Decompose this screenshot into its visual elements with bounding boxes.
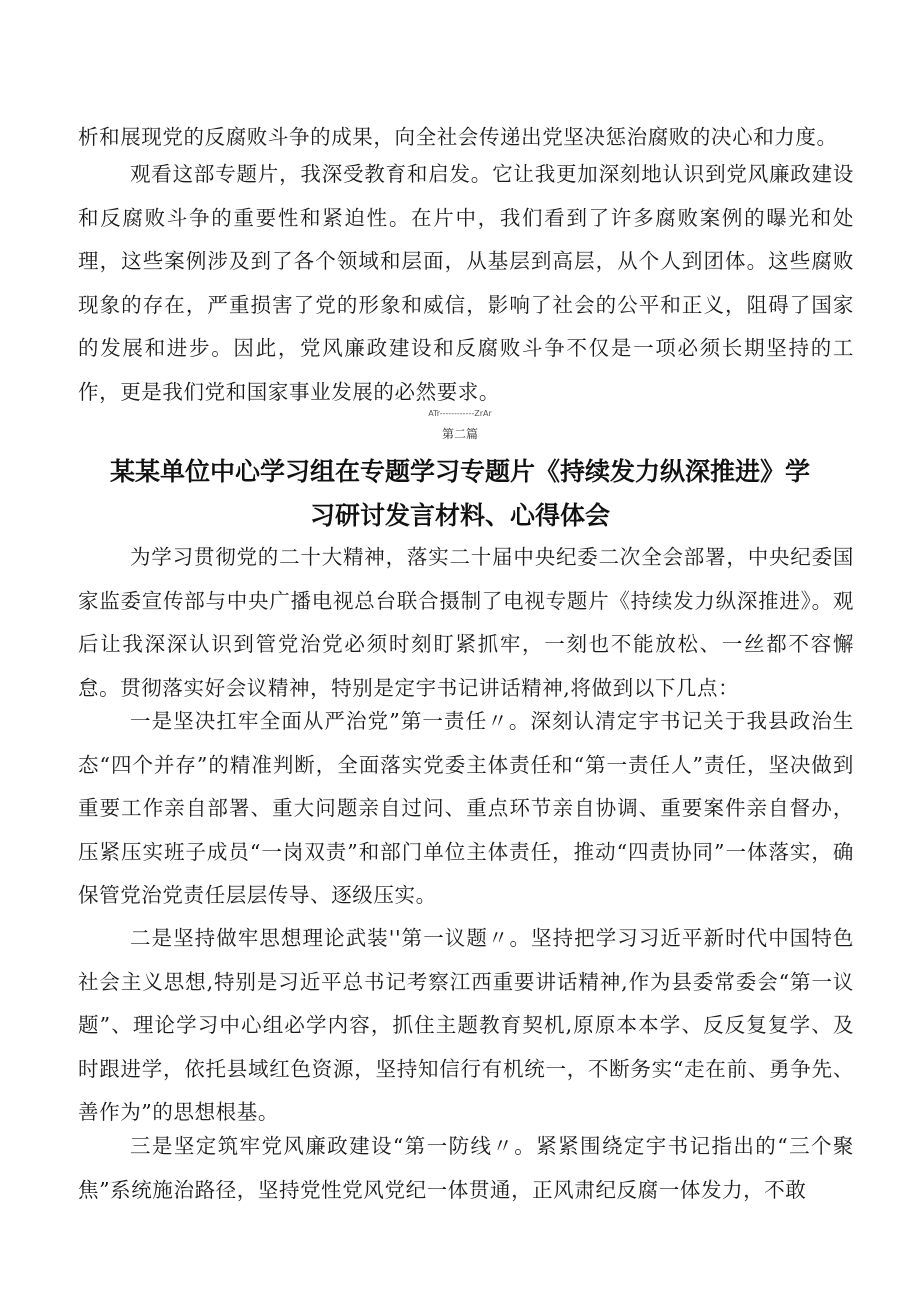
- intro-paragraph: 观看这部专题片，我深受教育和启发。它让我更加深刻地认识到党风廉政建设和反腐败斗争的重要性和紧迫性。在片中，我们看到了许多腐败案例的曝光和处理，这些案例涉及到了各个领域和层面，从基层到高层，从个人到团体。这些腐败现象的存在，严重损害了党的形象和威信，影响了社会的公平和正义，阻碍了国家的发展和进步。因此，党风廉政建设和反腐败斗争不仅是一项必须长期坚持的工作，更是我们党和国家事业发展的必然要求。: [78, 162, 854, 404]
- body-paragraph-2: 一是坚决扛牢全面从严治党”第一责任〃。深刻认清定宇书记关于我县政治生态“四个并存”的精准判断，全面落实党委主体责任和“第一责任人”责任，坚决做到重要工作亲自部署、重大问题亲自过问、重点环节亲自协调、重要案件亲自督办，压紧压实班子成员“一岗双责”和部门单位主体责任，推动“四责协同”一体落实，确保管党治党责任层层传导、逐级压实。: [78, 709, 854, 907]
- intro-paragraph-end: 析和展现党的反腐败斗争的成果，向全社会传递出党坚决惩治腐败的决心和力度。: [78, 125, 838, 149]
- body-paragraph-3: 二是坚持做牢思想理论武装''第一议题〃。坚持把学习习近平新时代中国特色社会主义思想,特别是习近平总书记考察江西重要讲话精神,作为县委常委会“第一议题”、理论学习中心组必学内容，抓住主题教育契机,原原本本学、反反复复学、及时跟进学，依托县域红色资源，坚持知信行有机统一，不断务实“走在前、勇争先、善作为”的思想根基。: [78, 926, 854, 1124]
- body-paragraph-4: 三是坚定筑牢党风廉政建设“第一防线〃。紧紧围绕定宇书记指出的“三个聚焦”系统施治路径，坚持党性党风党纪一体贯通，正风肃纪反腐一体发力，不敢: [78, 1134, 854, 1202]
- divider-ornament: ATr------------ZrAr: [428, 409, 492, 418]
- section-title: 某某单位中心学习组在专题学习专题片《持续发力纵深推进》学习研讨发言材料、心得体会: [110, 457, 811, 530]
- body-paragraph-1: 为学习贯彻党的二十大精神，落实二十届中央纪委二次全会部署，中央纪委国家监委宣传部与中央广播电视总台联合摄制了电视专题片《持续发力纵深推进》。观后让我深深认识到管党治党必须时刻盯紧抓牢，一刻也不能放松、一丝都不容懈怠。贯彻落实好会议精神，特别是定宇书记讲话精神,将做到以下几点：: [78, 545, 854, 700]
- section-label: 第二篇: [441, 427, 478, 441]
